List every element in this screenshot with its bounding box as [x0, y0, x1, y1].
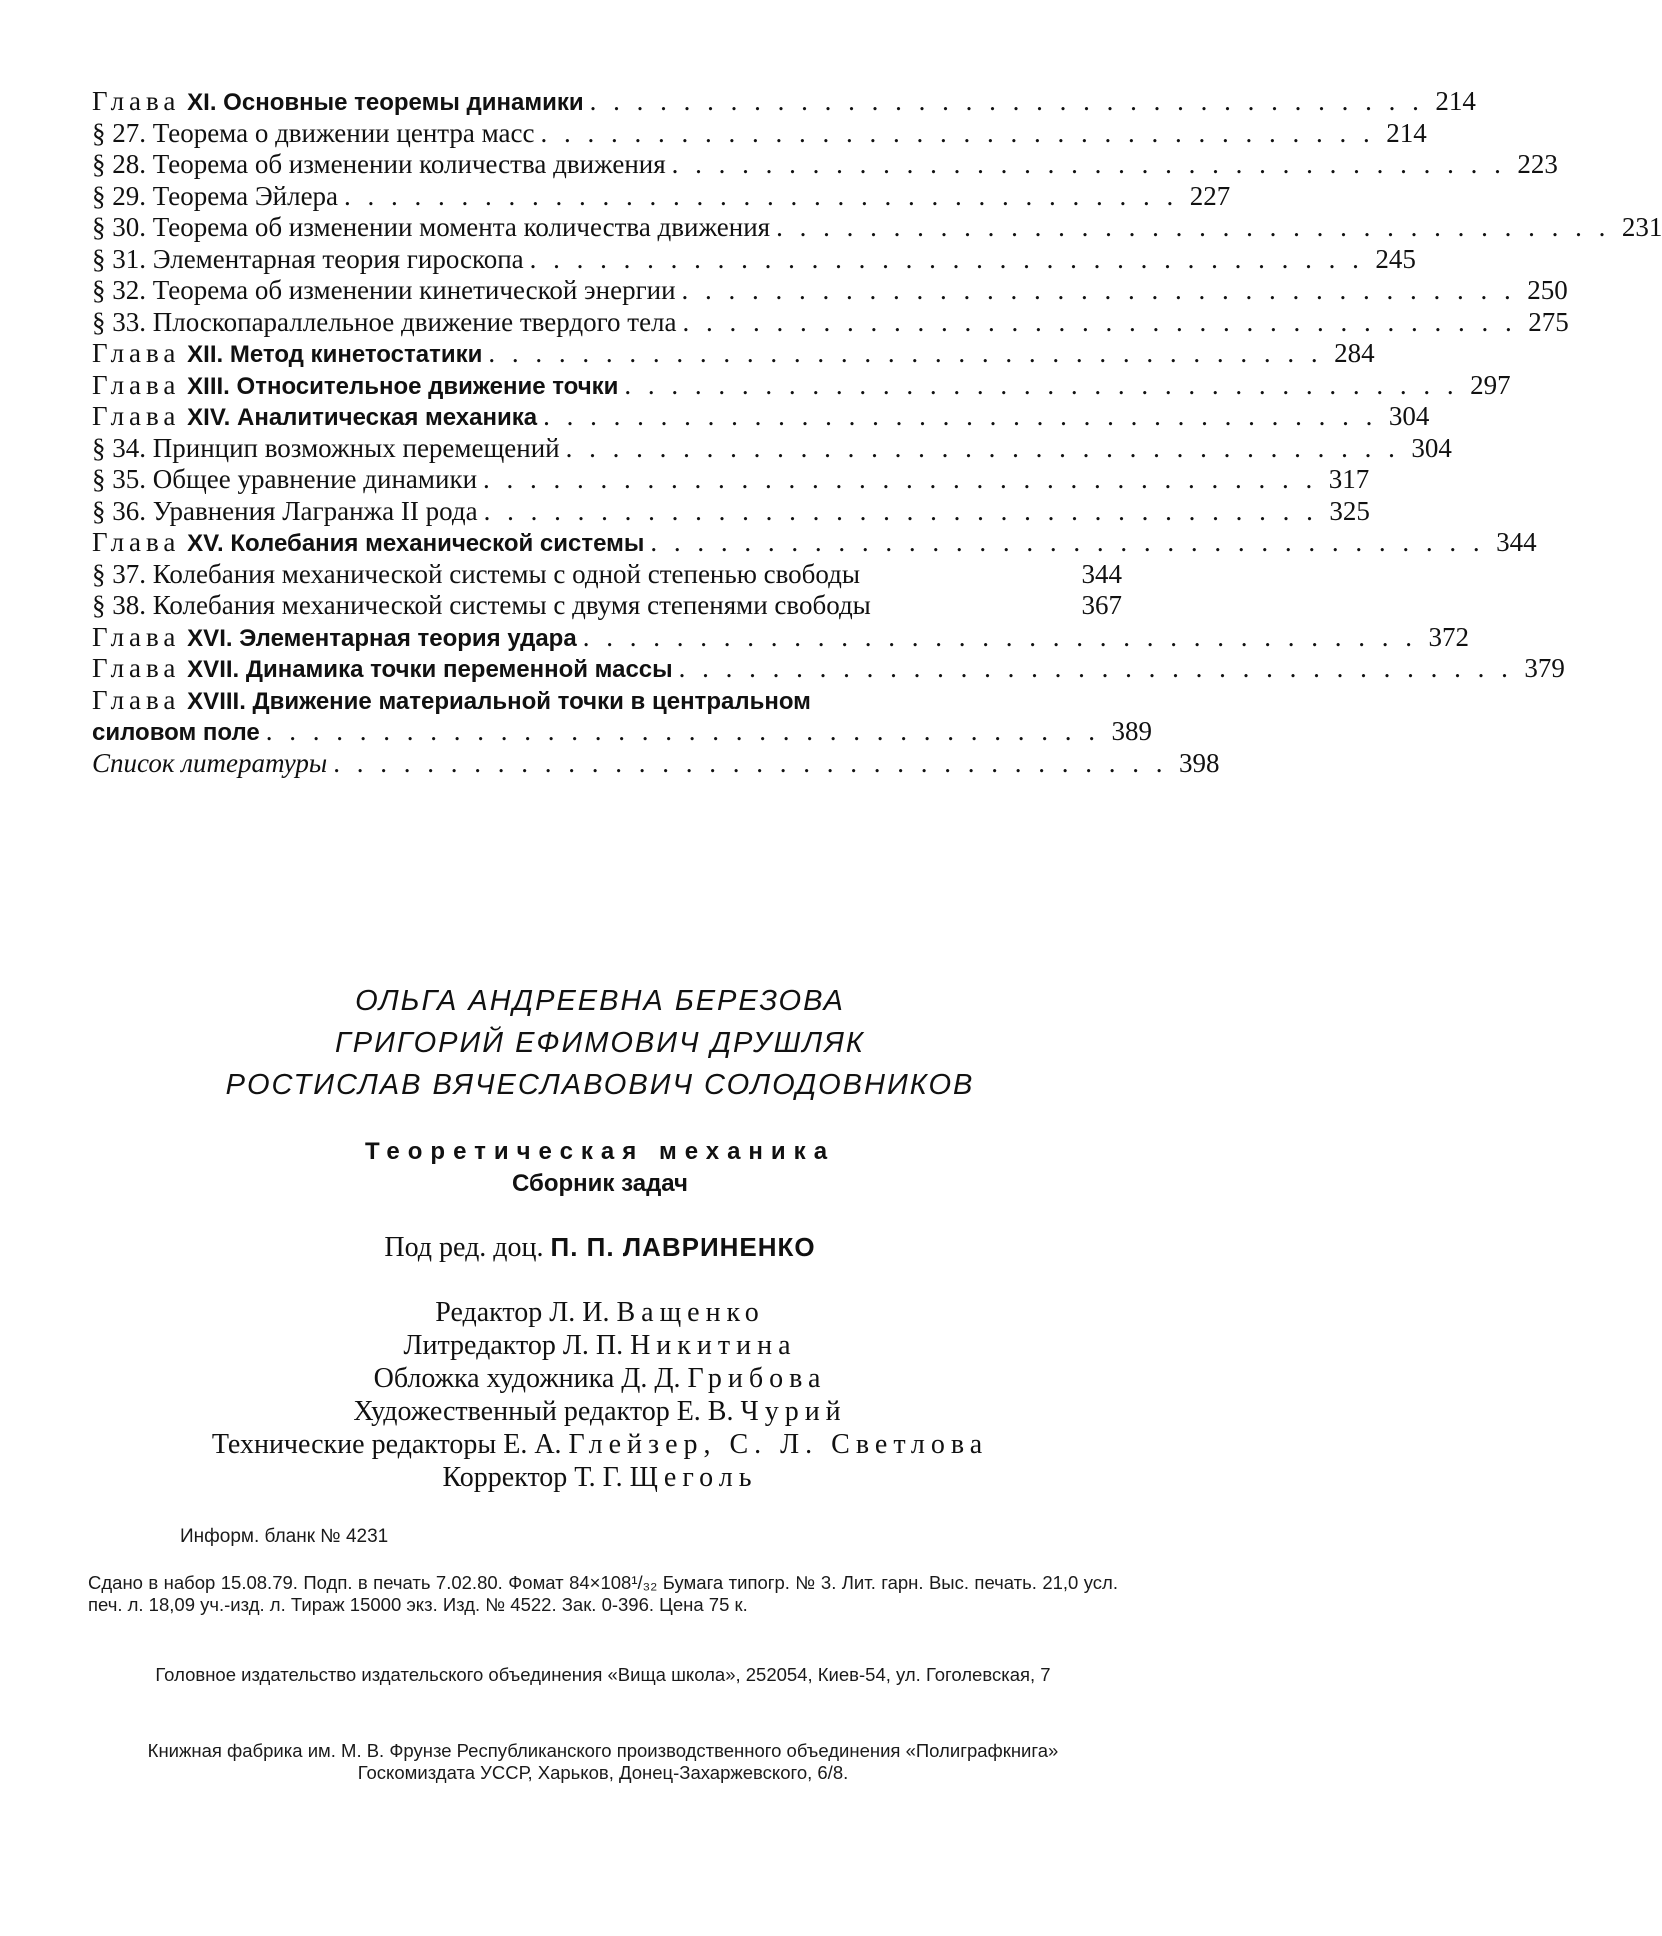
book-title: Теоретическая механика	[364, 1138, 836, 1165]
leader-dots: . . . . . . . . . . . . . . . . . . . . . . . . . . . . . . . . . . . .	[650, 527, 1485, 557]
toc-page-number: 227	[1189, 180, 1231, 211]
toc-row[interactable]	[92, 275, 1568, 307]
toc-page-number: 389	[1111, 716, 1152, 746]
chapter-word: Глава	[92, 369, 181, 400]
toc-title: XI. Основные теоремы динамики	[187, 89, 584, 116]
editor-prefix: Под ред. доц.	[384, 1232, 544, 1263]
leader-dots: . . . . . . . . . . . . . . . . . . . . . . . . . . . . . . . . . . . .	[682, 306, 1517, 337]
section-sign: §	[92, 590, 106, 620]
toc-title: XII. Метод кинетостатики	[187, 341, 483, 368]
toc-title: XVI. Элементарная теория удара	[187, 624, 577, 652]
toc-page-number: 325	[1329, 495, 1370, 526]
toc-row[interactable]	[92, 559, 1122, 591]
toc-page-number: 317	[1328, 464, 1370, 494]
toc-title: 30. Теорема об изменении момента количества движения	[112, 212, 771, 242]
toc-row[interactable]	[92, 653, 1565, 685]
chapter-word: Глава	[92, 401, 181, 431]
chapter-word: Глава	[92, 684, 181, 715]
toc-row[interactable]	[92, 527, 1537, 559]
credit-line	[0, 1362, 1200, 1395]
author-name: ГРИГОРИЙ ЕФИМОВИЧ ДРУШЛЯК	[334, 1027, 866, 1059]
section-sign: §	[92, 212, 106, 242]
toc-page-number: 367	[1081, 590, 1122, 620]
section-sign: §	[92, 117, 106, 148]
leader-dots: . . . . . . . . . . . . . . . . . . . . . . . . . . . . . . . . . . . .	[582, 621, 1417, 652]
chapter-word: Глава	[92, 621, 181, 652]
author-name: ОЛЬГА АНДРЕЕВНА БЕРЕЗОВА	[355, 985, 845, 1017]
leader-dots: . . . . . . . . . . . . . . . . . . . . . . . . . . . . . . . . . . . .	[681, 275, 1516, 305]
toc-page-number: 304	[1411, 432, 1452, 463]
toc-title: 27. Теорема о движении центра масс	[112, 117, 535, 148]
toc-page-number: 304	[1388, 401, 1430, 431]
toc-page-number: 214	[1386, 117, 1427, 148]
toc-row[interactable]	[92, 590, 1122, 622]
print-details: Сдано в набор 15.08.79. Подп. в печать 7.02.80. Фомат 84×108¹/₃₂ Бумага типогр. № 3. Лит. гарн. Выс. печать. 21,0 усл. печ. л. 18,09 уч.-изд. л. Тираж 15000 экз. Изд. № 4522. Зак. 0-396. Цена 75 к.	[88, 1572, 1118, 1615]
section-sign: §	[92, 149, 106, 179]
toc-row[interactable]	[92, 401, 1430, 433]
toc-row[interactable]	[92, 86, 1476, 118]
credit-role: Художественный редактор Е. В.	[353, 1396, 734, 1427]
editor-name: П. П. ЛАВРИНЕНКО	[550, 1232, 816, 1262]
toc-page-number: 275	[1528, 306, 1569, 337]
chapter-word: Глава	[92, 86, 181, 116]
toc-title: 28. Теорема об изменении количества движения	[112, 149, 666, 179]
section-sign: §	[92, 495, 106, 526]
toc-row[interactable]	[92, 149, 1558, 181]
book-subtitle: Сборник задач	[512, 1170, 688, 1197]
toc-title: 34. Принцип возможных перемещений	[112, 432, 560, 463]
credit-surname: Щеголь	[629, 1462, 758, 1493]
toc-page-number: 372	[1428, 621, 1469, 652]
leader-dots: . . . . . . . . . . . . . . . . . . . . . . . . . . . . . . . . . . . .	[671, 149, 1506, 179]
toc-title: 36. Уравнения Лагранжа II рода	[112, 495, 478, 526]
credit-role: Литредактор Л. П.	[403, 1330, 624, 1361]
toc-title: 29. Теорема Эйлера	[112, 180, 339, 211]
chapter-word: Глава	[92, 338, 181, 368]
printing-house: Книжная фабрика им. М. В. Фрунзе Республиканского производственного объединения «Полиграфкнига» Госкомиздата УССР, Харьков, Донец-Захаржевского, 6/8.	[147, 1740, 1059, 1783]
toc-page-number: 344	[1496, 527, 1537, 557]
credit-surname: Чурий	[740, 1396, 847, 1427]
publisher-address: Головное издательство издательского объединения «Вища школа», 252054, Киев-54, ул. Гоголевская, 7	[155, 1664, 1051, 1685]
leader-dots: . . . . . . . . . . . . . . . . . . . . . . . . . . . . . . . . . . . .	[624, 369, 1459, 400]
toc-page-number: 245	[1375, 243, 1416, 274]
toc-title: XIII. Относительное движение точки	[187, 372, 619, 400]
leader-dots: . . . . . . . . . . . . . . . . . . . . . . . . . . . . . . . . . . . .	[333, 747, 1168, 778]
leader-dots: . . . . . . . . . . . . . . . . . . . . . . . . . . . . . . . . . . . .	[265, 716, 1100, 746]
toc-title: 38. Колебания механической системы с двумя степенями свободы	[112, 590, 871, 620]
toc-row[interactable]	[92, 621, 1469, 654]
toc-title: 31. Элементарная теория гироскопа	[112, 243, 524, 274]
leader-dots: . . . . . . . . . . . . . . . . . . . . . . . . . . . . . . . . . . . .	[483, 495, 1318, 526]
toc-title: Список литературы	[92, 747, 328, 778]
toc-row-chapter-18-line2[interactable]	[92, 716, 1152, 748]
section-sign: §	[92, 243, 106, 274]
toc-title: XVII. Динамика точки переменной массы	[187, 656, 673, 683]
leader-dots: . . . . . . . . . . . . . . . . . . . . . . . . . . . . . . . . . . . .	[776, 212, 1611, 242]
toc-row[interactable]	[92, 495, 1370, 528]
authors-block	[0, 980, 1200, 1106]
credit-line	[0, 1428, 1200, 1461]
toc-page-number: 214	[1435, 86, 1476, 116]
toc-page-number: 344	[1081, 558, 1122, 589]
leader-dots: . . . . . . . . . . . . . . . . . . . . . . . . . . . . . . . . . . . .	[565, 432, 1400, 463]
book-title-block	[0, 1136, 1200, 1200]
toc-title: XV. Колебания механической системы	[187, 530, 645, 557]
leader-dots: . . . . . . . . . . . . . . . . . . . . . . . . . . . . . . . . . . . .	[529, 243, 1364, 274]
toc-row[interactable]	[92, 306, 1569, 339]
toc-page-number: 284	[1334, 338, 1375, 368]
toc-title: 33. Плоскопараллельное движение твердого тела	[112, 306, 677, 337]
section-sign: §	[92, 306, 106, 337]
credit-surname: Ващенко	[616, 1297, 765, 1328]
toc-row[interactable]	[92, 432, 1452, 465]
toc-title: XIV. Аналитическая механика	[187, 404, 538, 431]
toc-page-number: 231	[1621, 212, 1662, 242]
toc-row[interactable]	[92, 117, 1427, 150]
credit-line	[0, 1329, 1200, 1362]
credit-role: Обложка художника Д. Д.	[373, 1363, 681, 1394]
chapter-word: Глава	[92, 527, 181, 557]
inform-blank: Информ. бланк № 4231	[180, 1526, 389, 1547]
section-sign: §	[92, 275, 106, 305]
credit-role: Корректор Т. Г.	[442, 1462, 623, 1493]
toc-row[interactable]	[92, 338, 1375, 370]
section-sign: §	[92, 558, 106, 589]
credit-surname: Грибова	[687, 1363, 827, 1394]
toc-title-continued: силовом поле	[92, 719, 260, 746]
toc-title: 37. Колебания механической системы с одной степенью свободы	[112, 558, 860, 589]
section-sign: §	[92, 180, 106, 211]
credit-line	[0, 1461, 1200, 1494]
section-sign: §	[92, 432, 106, 463]
credit-role: Редактор Л. И.	[435, 1297, 610, 1328]
author-name: РОСТИСЛАВ ВЯЧЕСЛАВОВИЧ СОЛОДОВНИКОВ	[225, 1069, 975, 1101]
table-of-contents	[92, 86, 1662, 779]
toc-page-number: 398	[1178, 747, 1220, 778]
leader-dots: . . . . . . . . . . . . . . . . . . . . . . . . . . . . . . . . . . . .	[678, 653, 1513, 683]
chapter-word: Глава	[92, 653, 181, 683]
leader-dots: . . . . . . . . . . . . . . . . . . . . . . . . . . . . . . . . . . . .	[543, 401, 1378, 431]
toc-page-number: 250	[1527, 275, 1568, 305]
toc-page-number: 379	[1524, 653, 1565, 683]
toc-page-number: 223	[1517, 149, 1558, 179]
toc-row-bibliography[interactable]	[92, 747, 1220, 780]
credit-surname: Никитина	[630, 1330, 797, 1361]
toc-row[interactable]	[92, 464, 1370, 496]
toc-title: 35. Общее уравнение динамики	[112, 464, 478, 494]
credits-block	[0, 1296, 1200, 1494]
leader-dots: . . . . . . . . . . . . . . . . . . . . . . . . . . . . . . . . . . . .	[488, 338, 1323, 368]
leader-dots: . . . . . . . . . . . . . . . . . . . . . . . . . . . . . . . . . . . .	[344, 180, 1179, 211]
toc-title: XVIII. Движение материальной точки в центральном	[187, 687, 811, 715]
credit-line	[0, 1296, 1200, 1329]
leader-dots: . . . . . . . . . . . . . . . . . . . . . . . . . . . . . . . . . . . .	[483, 464, 1318, 494]
toc-row-chapter-18-line1[interactable]	[92, 685, 1122, 717]
section-sign: §	[92, 464, 106, 494]
toc-row[interactable]	[92, 243, 1416, 276]
editor-line	[0, 1232, 1200, 1264]
credit-role: Технические редакторы Е. А.	[211, 1429, 562, 1460]
toc-row[interactable]	[92, 180, 1231, 213]
credit-surname: Глейзер, С. Л. Светлова	[568, 1429, 989, 1460]
credit-line	[0, 1395, 1200, 1428]
toc-title: 32. Теорема об изменении кинетической энергии	[112, 275, 676, 305]
toc-page-number: 297	[1470, 369, 1511, 400]
leader-dots: . . . . . . . . . . . . . . . . . . . . . . . . . . . . . . . . . . . .	[589, 86, 1424, 116]
leader-dots: . . . . . . . . . . . . . . . . . . . . . . . . . . . . . . . . . . . .	[540, 117, 1375, 148]
toc-row[interactable]	[92, 369, 1511, 402]
toc-row[interactable]	[92, 212, 1662, 244]
